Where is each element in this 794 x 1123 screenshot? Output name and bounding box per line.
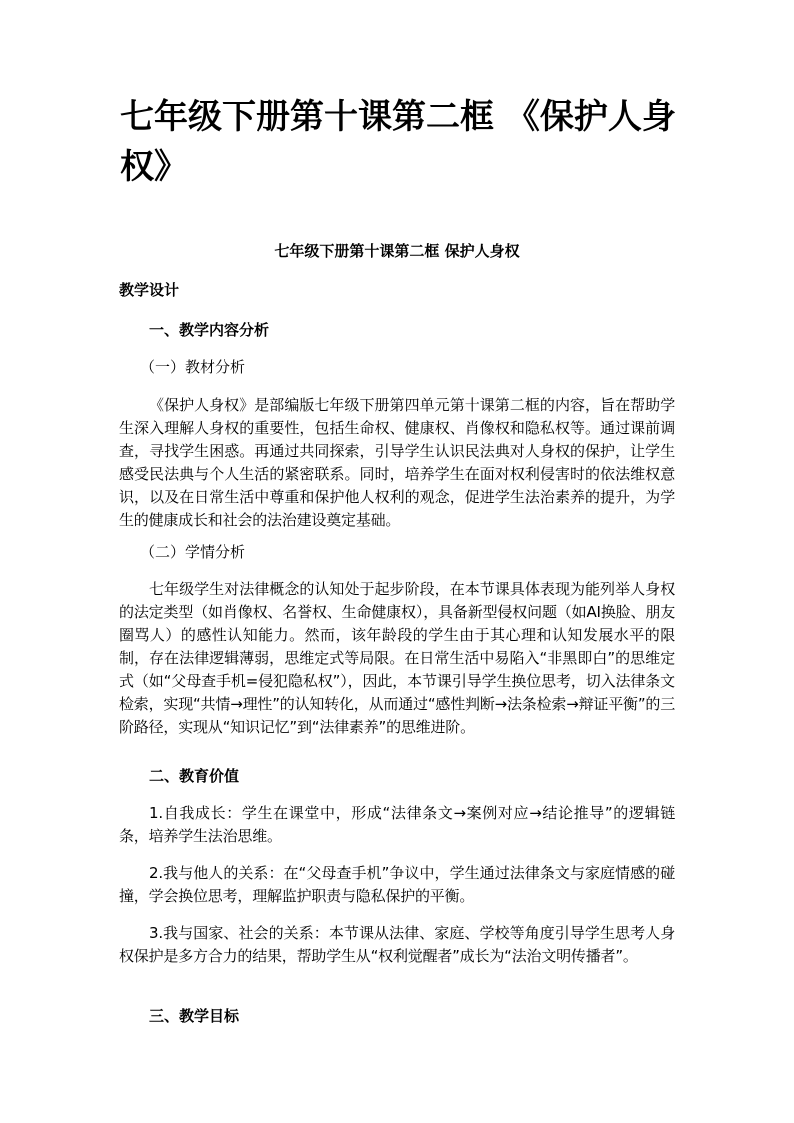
textbook-analysis-paragraph: 《保护人身权》是部编版七年级下册第四单元第十课第二框的内容，旨在帮助学生深入理解人身权的重要性，包括生命权、健康权、肖像权和隐私权等。通过课前调查，寻找学生困惑。再通过共同探索，引导学生认识民法典对人身权的保护，让学生感受民法典与个人生活的紧密联系。同时，培养学生在面对权利侵害时的依法维权意识，以及在日常生活中尊重和保护他人权利的观念，促进学生法治素养的提升，为学生的健康成长和社会的法治建设奠定基础。 xyxy=(119,396,675,529)
value-paragraph-1: 1.自我成长：学生在课堂中，形成“法律条文→案例对应→结论推导”的逻辑链条，培养学生法治思维。 xyxy=(119,804,675,845)
subsection-2-heading: （二）学情分析 xyxy=(140,543,246,561)
student-analysis-paragraph: 七年级学生对法律概念的认知处于起步阶段，在本节课具体表现为能列举人身权的法定类型（如肖像权、名誉权、生命健康权），具备新型侵权问题（如AI换脸、朋友圈骂人）的感性认知能力。然而，该年龄段的学生由于其心理和认知发展水平的限制，存在法律逻辑薄弱，思维定式等局限。在日常生活中易陷入“非黑即白”的思维定式（如“父母查手机=侵犯隐私权”），因此，本节课引导学生换位思考，切入法律条文检索，实现“共情→理性”的认知转化，从而通过“感性判断→法条检索→辩证平衡”的三阶路径，实现从“知识记忆”到“法律素养”的思维进阶。 xyxy=(119,580,675,736)
section-1-heading: 一、教学内容分析 xyxy=(149,321,270,339)
document-title: 七年级下册第十课第二框 《保护人身权》 xyxy=(120,97,676,187)
section-3-heading: 三、教学目标 xyxy=(149,1007,240,1025)
lesson-title: 七年级下册第十课第二框 保护人身权 xyxy=(274,242,520,260)
design-label: 教学设计 xyxy=(119,281,180,299)
subsection-1-heading: （一）教材分析 xyxy=(140,358,246,376)
value-paragraph-3: 3.我与国家、社会的关系：本节课从法律、家庭、学校等角度引导学生思考人身权保护是多方合力的结果，帮助学生从“权利觉醒者”成长为“法治文明传播者”。 xyxy=(119,924,675,965)
value-paragraph-2: 2.我与他人的关系：在“父母查手机”争议中，学生通过法律条文与家庭情感的碰撞，学会换位思考，理解监护职责与隐私保护的平衡。 xyxy=(119,864,675,905)
section-2-heading: 二、教育价值 xyxy=(149,767,240,785)
